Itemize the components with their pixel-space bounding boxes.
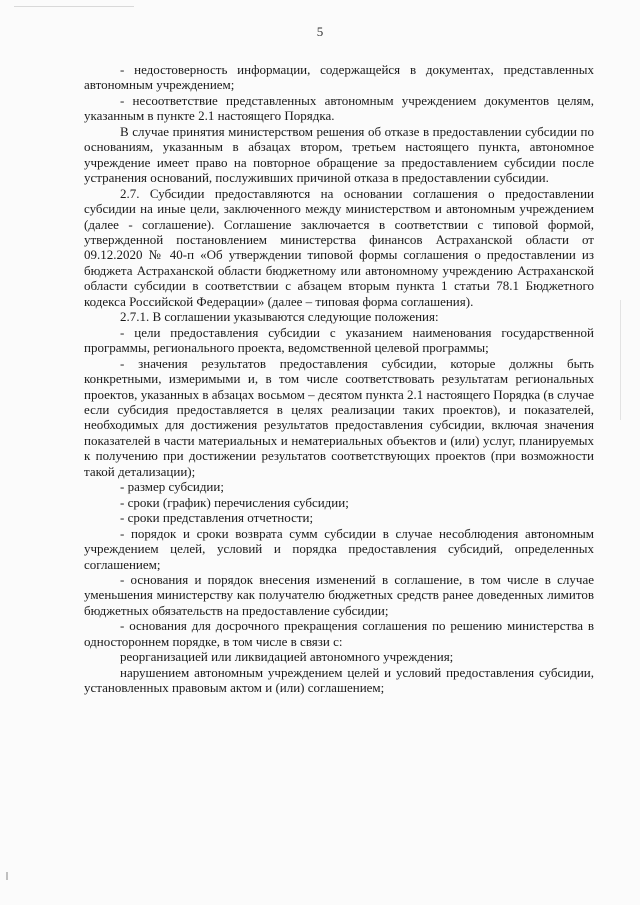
paragraph: В случае принятия министерством решения об отказе в предоставлении субсидии по основаниям, указанным в абзацах втором, третьем настоящего пункта, автономное учреждение имеет право на повторное обращение за предоставлением субсидии после устранения оснований, послуживших причиной отказа в предоставлении субсидии.	[84, 123, 594, 186]
list-item: - значения результатов предоставления субсидии, которые должны быть конкретными, измеримыми и, в том числе соответствовать результатам региональных проектов, указанных в абзацах восьмом – десятом пункта 2.1 настоящего Порядка (в случае если субсидия предоставляется в целях реализации таких проектов), и показателей, необходимых для достижения результатов предоставления субсидии, включая значения показателей в части материальных и нематериальных объектов и (или) услуг, планируемых к получению при достижении результатов соответствующих проектов (при возможности такой детализации);	[84, 355, 594, 479]
scan-mark-right-edge	[620, 300, 621, 420]
list-item: - сроки (график) перечисления субсидии;	[120, 494, 349, 510]
list-item: - основания для досрочного прекращения соглашения по решению министерства в одностороннем порядке, в том числе в связи с:	[84, 618, 594, 649]
page-number: 5	[316, 24, 324, 39]
list-item: реорганизацией или ликвидацией автономного учреждения;	[120, 649, 454, 665]
list-item: - основания и порядок внесения изменений в соглашение, в том числе в случае уменьшения министерству как получателю бюджетных средств ранее доведенных лимитов бюджетных обязательств на предоставление субсидии;	[84, 571, 594, 618]
list-item: - размер субсидии;	[120, 479, 224, 495]
list-item: - цели предоставления субсидии с указанием наименования государственной программы, регионального проекта, ведомственной целевой программы;	[84, 324, 594, 356]
document-body	[84, 62, 594, 696]
list-item: - сроки представления отчетности;	[120, 510, 314, 526]
paragraph: 2.7. Субсидии предоставляются на основании соглашения о предоставлении субсидии на иные цели, заключенного между министерством и автономным учреждением (далее - соглашение). Соглашение заключается в соответствии с типовой формой, утвержденной постановлением министерства финансов Астраханской области от 09.12.2020 № 40-п «Об утверждении типовой формы соглашения о предоставлении из бюджета Астраханской области бюджетному или автономному учреждению Астраханской области субсидии в соответствии с абзацем вторым пункта 1 статьи 78.1 Бюджетного кодекса Российской Федерации» (далее – типовая форма соглашения).	[84, 185, 594, 309]
paragraph: 2.7.1. В соглашении указываются следующие положения:	[120, 309, 439, 325]
list-item: - порядок и сроки возврата сумм субсидии в случае несоблюдения автономным учреждением целей, условий и порядка предоставления субсидий, определенных соглашением;	[84, 525, 594, 572]
scan-mark-top-left	[14, 6, 134, 7]
paragraph: - недостоверность информации, содержащейся в документах, представленных автономным учреждением;	[84, 62, 594, 93]
list-item: нарушением автономным учреждением целей и условий предоставления субсидии, установленных правовым актом и (или) соглашением;	[84, 664, 594, 696]
paragraph: - несоответствие представленных автономным учреждением документов целям, указанным в пункте 2.1 настоящего Порядка.	[84, 92, 594, 124]
scan-mark-bottom-left	[6, 872, 8, 880]
